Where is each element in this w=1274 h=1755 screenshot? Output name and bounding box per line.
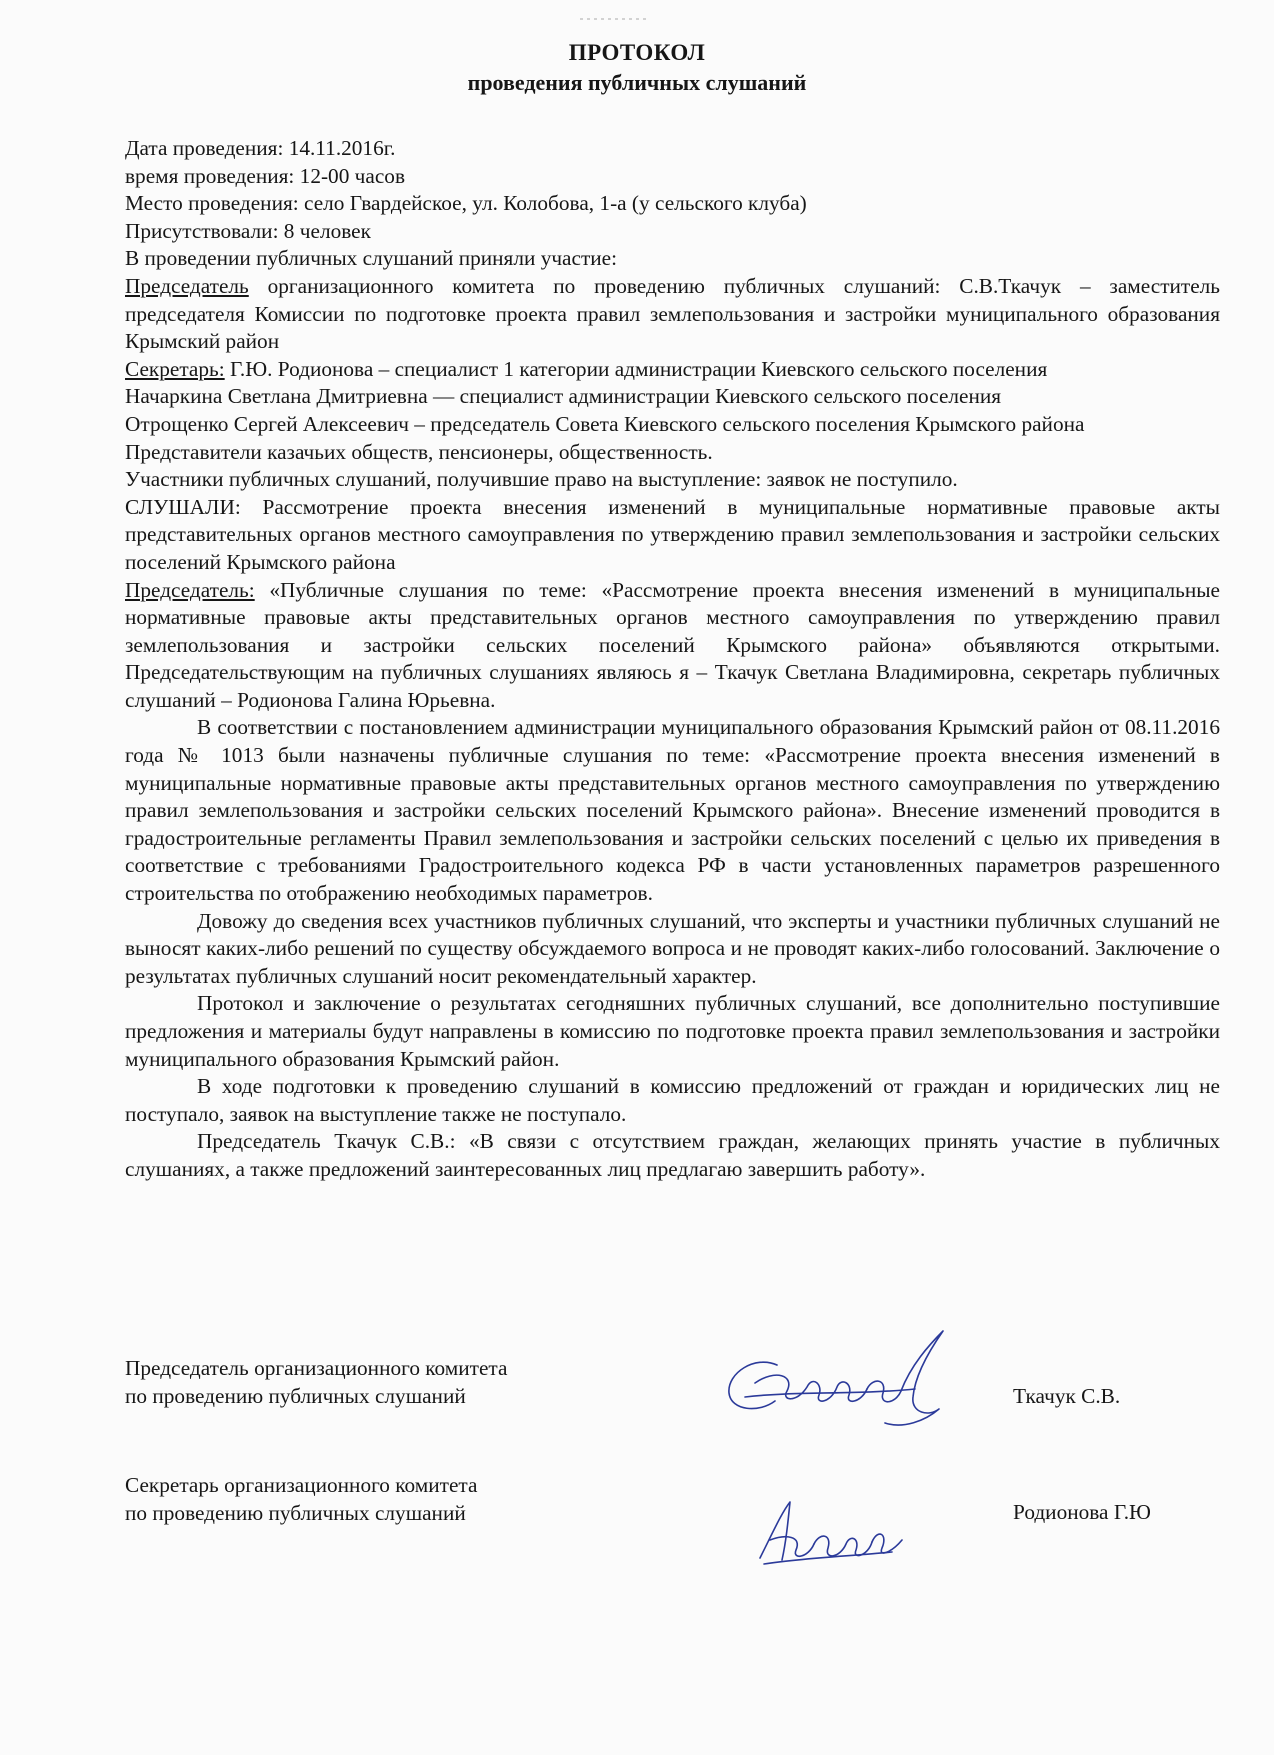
secretary-signature-role bbox=[125, 1472, 477, 1527]
meeting-place: Место проведения: село Гвардейское, ул. Колобова, 1-а (у сельского клуба) bbox=[125, 191, 807, 216]
attendance-count: Присутствовали: 8 человек bbox=[125, 218, 371, 243]
scan-mark bbox=[578, 14, 648, 24]
chair-speech-text: «Публичные слушания по теме: «Рассмотрение проекта внесения изменений в муниципальные нормативные правовые акты представительных органов местного самоуправления по утверждению правил землепользования и застройки сельских поселений Крымского района» объявляются открытыми. Председательствующим на публичных слушаниях являюсь я – Ткачук Светлана Владимировна, секретарь публичных слушаний – Родионова Галина Юрьевна. bbox=[125, 577, 1220, 712]
participant-otroshchenko: Отрощенко Сергей Алексеевич – председатель Совета Киевского сельского поселения Крымского района bbox=[125, 411, 1085, 436]
chair-speech-label: Председатель: bbox=[125, 577, 255, 602]
chair-label: Председатель bbox=[125, 273, 249, 298]
protocol-paragraph: Протокол и заключение о результатах сегодняшних публичных слушаний, все дополнительно поступившие предложения и материалы будут направлены в комиссию по подготовке проекта правил землепользования и застройки муниципального образования Крымский район. bbox=[125, 991, 1220, 1071]
proposals-paragraph: В ходе подготовки к проведению слушаний в комиссию предложений от граждан и юридических лиц не поступало, заявок на выступление также не поступало. bbox=[125, 1074, 1220, 1126]
secretary-signature-name: Родионова Г.Ю bbox=[1013, 1500, 1151, 1524]
chair-signature-role bbox=[125, 1355, 507, 1410]
chair-signature-name: Ткачук С.В. bbox=[1013, 1384, 1121, 1408]
document-title: ПРОТОКОЛ bbox=[568, 40, 706, 65]
secretary-role-line2: по проведению публичных слушаний bbox=[125, 1500, 466, 1525]
secretary-role-line1: Секретарь организационного комитета bbox=[125, 1473, 478, 1497]
secretary-text: Г.Ю. Родионова – специалист 1 категории администрации Киевского сельского поселения bbox=[224, 356, 1048, 381]
secretary-handwritten-signature bbox=[752, 1494, 907, 1574]
secretary-paragraph bbox=[125, 356, 1220, 384]
notice-paragraph: Довожу до сведения всех участников публичных слушаний, что эксперты и участники публичных слушаний не выносят каких-либо решений по существу обсуждаемого вопроса и не проводят каких-либо голосований. Заключение о результатах публичных слушаний носит рекомендательный характер. bbox=[125, 908, 1220, 988]
closing-paragraph: Председатель Ткачук С.В.: «В связи с отсутствием граждан, желающих принять участие в публичных слушаниях, а также предложений заинтересованных лиц предлагаю завершить работу». bbox=[125, 1129, 1220, 1181]
meeting-time: время проведения: 12-00 часов bbox=[125, 163, 405, 188]
participants-intro: В проведении публичных слушаний приняли участие: bbox=[125, 246, 618, 271]
meeting-date: Дата проведения: 14.11.2016г. bbox=[125, 136, 396, 160]
decree-paragraph: В соответствии с постановлением администрации муниципального образования Крымский район от 08.11.2016 года № 1013 были назначены публичные слушания по теме: «Рассмотрение проекта внесения изменений в муниципальные нормативные правовые акты представительных органов местного самоуправления по утверждению правил землепользования и застройки сельских поселений Крымского района». Внесение изменений проводится в градостроительные регламенты Правил землепользования и застройки сельских поселений с целью их приведения в соответствие с требованиями Градостроительного кодекса РФ в части установленных параметров разрешенного строительства по отображению необходимых параметров. bbox=[125, 715, 1220, 906]
speakers-note: Участники публичных слушаний, получившие право на выступление: заявок не поступило. bbox=[125, 467, 958, 492]
listened-paragraph: СЛУШАЛИ: Рассмотрение проекта внесения изменений в муниципальные нормативные правовые акты представительных органов местного самоуправления по утверждению правил землепользования и застройки сельских поселений Крымского района bbox=[125, 494, 1220, 574]
other-participants: Представители казачьих обществ, пенсионеры, общественность. bbox=[125, 439, 713, 464]
chair-handwritten-signature bbox=[715, 1325, 965, 1440]
chair-paragraph bbox=[125, 273, 1220, 356]
document-body bbox=[125, 135, 1220, 1184]
chair-role-line2: по проведению публичных слушаний bbox=[125, 1383, 466, 1408]
chair-speech-paragraph bbox=[125, 577, 1220, 715]
secretary-label: Секретарь: bbox=[125, 356, 225, 381]
document-subtitle: проведения публичных слушаний bbox=[467, 70, 807, 95]
chair-text: организационного комитета по проведению публичных слушаний: С.В.Ткачук – заместитель председателя Комиссии по подготовке проекта правил землепользования и застройки муниципального образования Крымский район bbox=[125, 273, 1220, 354]
participant-nacharkina: Начаркина Светлана Дмитриевна — специалист администрации Киевского сельского поселения bbox=[125, 384, 1002, 409]
chair-role-line1: Председатель организационного комитета bbox=[125, 1356, 508, 1380]
